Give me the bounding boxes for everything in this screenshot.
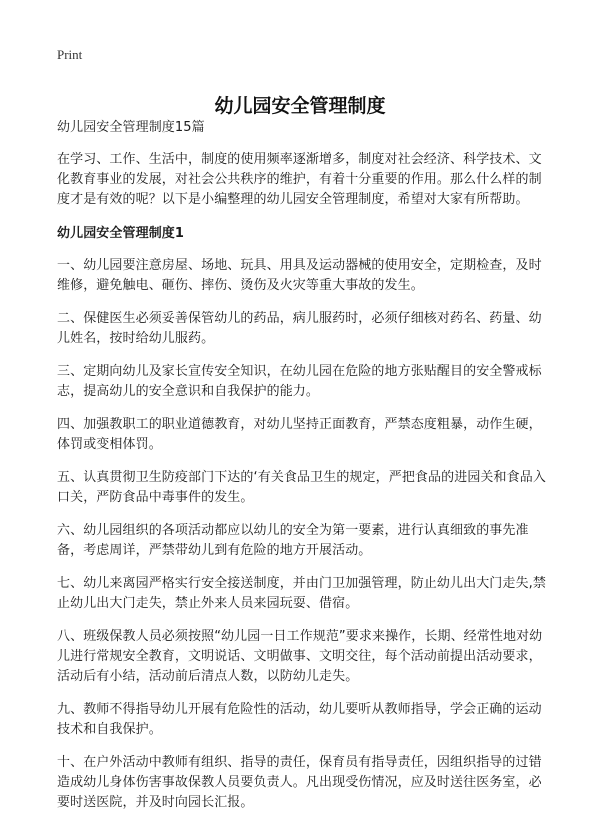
rule-item-10: 十、在户外活动中教师有组织、指导的责任，保育员有指导责任，因组织指导的过错造成幼儿身体伤害事故保教人员要负责人。凡出现受伤情况，应及时送往医务室，必要时送医院，并及时向园长汇报。 <box>57 755 542 810</box>
rule-item-9: 九、教师不得指导幼儿开展有危险性的活动，幼儿要听从教师指导，学会正确的运动技术和自我保护。 <box>57 702 542 737</box>
rule-item-7: 七、幼儿来离园严格实行安全接送制度，并由门卫加强管理，防止幼儿出大门走失,禁止幼儿出大门走失，禁止外来人员来园玩耍、借宿。 <box>57 576 546 611</box>
document-body <box>57 118 549 826</box>
document-subtitle: 幼儿园安全管理制度15篇 <box>57 120 205 135</box>
rule-item-5: 五、认真贯彻卫生防疫部门下达的‘有关食品卫生的规定，严把食品的进园关和食品入口关，严防食品中毒事件的发生。 <box>57 470 546 505</box>
rule-item-6: 六、幼儿园组织的各项活动都应以幼儿的安全为第一要素，进行认真细致的事先准备，考虑周详，严禁带幼儿到有危险的地方开展活动。 <box>57 523 529 558</box>
document-title: 幼儿园安全管理制度 <box>214 94 386 117</box>
rule-item-1: 一、幼儿园要注意房屋、场地、玩具、用具及运动器械的使用安全，定期检查，及时维修，避免触电、砸伤、摔伤、烫伤及火灾等重大事故的发生。 <box>57 258 542 293</box>
rule-item-8: 八、班级保教人员必须按照“幼儿园一日工作规范”要求来操作，长期、经常性地对幼儿进行常规安全教育，文明说话、文明做事、文明交往，每个活动前提出活动要求，活动后有小结，活动前后清点人数，以防幼儿走失。 <box>57 629 543 684</box>
rule-item-3: 三、定期向幼儿及家长宣传安全知识，在幼儿园在危险的地方张贴醒目的安全警戒标志，提高幼儿的安全意识和自我保护的能力。 <box>57 364 542 399</box>
print-link[interactable]: Print <box>57 47 83 62</box>
rule-item-4: 四、加强教职工的职业道德教育，对幼儿坚持正面教育，严禁态度粗暴，动作生硬，体罚或变相体罚。 <box>57 417 542 452</box>
section-heading: 幼儿园安全管理制度1 <box>57 226 185 241</box>
intro-paragraph: 在学习、工作、生活中，制度的使用频率逐渐增多，制度对社会经济、科学技术、文化教育事业的发展，对社会公共秩序的维护，有着十分重要的作用。那么什么样的制度才是有效的呢？以下是小编整理的幼儿园安全管理制度，希望对大家有所帮助。 <box>57 152 542 207</box>
rule-item-2: 二、保健医生必须妥善保管幼儿的药品，病儿服药时，必须仔细核对药名、药量、幼儿姓名，按时给幼儿服药。 <box>57 311 542 346</box>
